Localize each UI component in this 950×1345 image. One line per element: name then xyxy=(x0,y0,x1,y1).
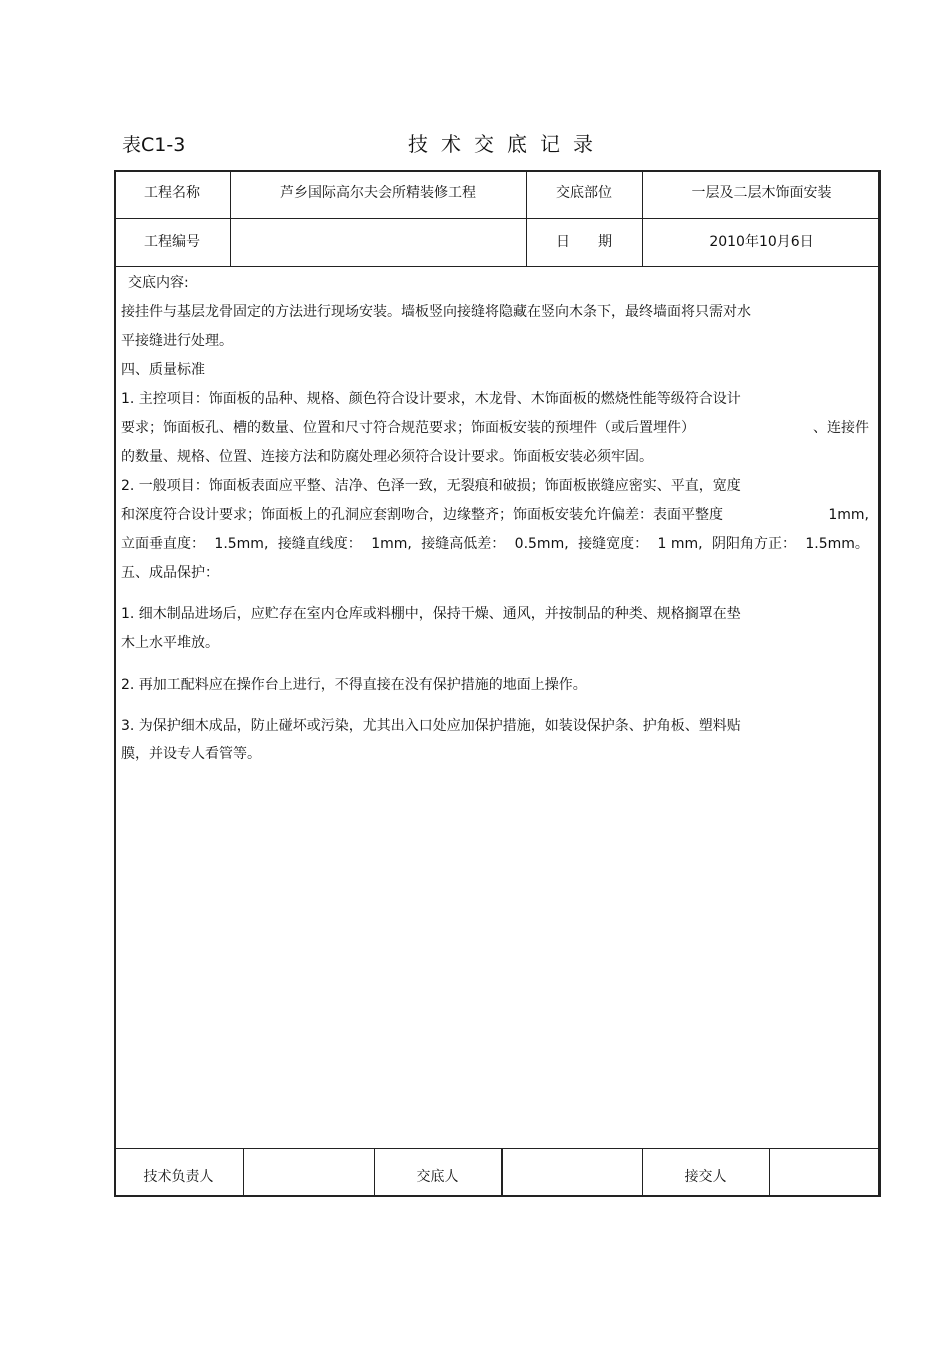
content-text: 1mm, xyxy=(828,507,869,523)
form-code: 表C1-3 xyxy=(122,134,186,156)
content-line: 1. 细木制品进场后，应贮存在室内仓库或料棚中，保持干燥、通风，并按制品的种类、规格搁罩在垫 xyxy=(121,606,741,622)
project-number-label: 工程编号 xyxy=(144,234,200,250)
tolerance-line xyxy=(121,535,869,553)
document-title: 技术交底记录 xyxy=(408,132,606,156)
content-text: 、连接件 xyxy=(813,420,869,436)
content-line: 平接缝进行处理。 xyxy=(121,333,233,349)
content-line: 膜，并设专人看管等。 xyxy=(121,746,261,762)
project-name-value: 芦乡国际高尔夫会所精装修工程 xyxy=(280,185,476,201)
tolerance-value: 1 mm, xyxy=(657,536,703,552)
tolerance-value: 1mm, xyxy=(371,536,412,552)
tolerance-item: 立面垂直度： xyxy=(121,536,205,552)
column-divider xyxy=(769,1148,770,1197)
tolerance-item: 阴阳角方正： xyxy=(711,536,796,552)
tech-lead-label: 技术负责人 xyxy=(143,1169,214,1185)
content-line: 木上水平堆放。 xyxy=(121,635,219,651)
content-text: 和深度符合设计要求；饰面板上的孔洞应套割吻合，边缘整齐；饰面板安装允许偏差：表面平整度 xyxy=(121,507,723,523)
tolerance-value: 1.5mm, xyxy=(214,536,269,552)
tolerance-value: 0.5mm, xyxy=(514,536,569,552)
tolerance-item: 接缝高低差： xyxy=(421,536,506,552)
content-heading: 交底内容: xyxy=(128,275,189,291)
tolerance-value: 1.5mm。 xyxy=(805,536,869,552)
content-line: 的数量、规格、位置、连接方法和防腐处理必须符合设计要求。饰面板安装必须牢固。 xyxy=(121,449,653,465)
presenter-label: 交底人 xyxy=(416,1169,459,1185)
row-divider xyxy=(114,266,881,267)
content-line: 接挂件与基层龙骨固定的方法进行现场安装。墙板竖向接缝将隐藏在竖向木条下，最终墙面将只需对水 xyxy=(121,304,751,320)
receiver-label: 接交人 xyxy=(684,1169,727,1185)
content-line: 2. 再加工配料应在操作台上进行，不得直接在没有保护措施的地面上操作。 xyxy=(121,677,587,693)
content-line xyxy=(121,506,869,524)
tolerance-item: 接缝直线度： xyxy=(277,536,362,552)
tolerance-item: 接缝宽度： xyxy=(578,536,649,552)
content-line xyxy=(121,419,869,437)
section-heading-protection: 五、成品保护： xyxy=(121,565,219,581)
content-line: 1. 主控项目：饰面板的品种、规格、颜色符合设计要求，木龙骨、木饰面板的燃烧性能等级符合设计 xyxy=(121,391,741,407)
content-line: 3. 为保护细木成品，防止碰坏或污染，尤其出入口处应加保护措施，如装设保护条、护角板、塑料贴 xyxy=(121,718,741,734)
section-heading-quality: 四、质量标准 xyxy=(121,362,205,378)
project-name-label: 工程名称 xyxy=(144,185,200,201)
section-label: 交底部位 xyxy=(556,185,612,201)
date-label: 日 期 xyxy=(556,234,612,250)
content-text: 要求；饰面板孔、槽的数量、位置和尺寸符合规范要求；饰面板安装的预埋件（或后置埋件） xyxy=(121,420,695,436)
column-divider xyxy=(501,1148,503,1197)
content-line: 2. 一般项目：饰面板表面应平整、洁净、色泽一致，无裂痕和破损；饰面板嵌缝应密实、平直，宽度 xyxy=(121,478,741,494)
column-divider xyxy=(243,1148,244,1197)
row-divider xyxy=(114,1148,881,1149)
section-value: 一层及二层木饰面安装 xyxy=(691,185,832,201)
date-value: 2010年10月6日 xyxy=(709,234,814,250)
